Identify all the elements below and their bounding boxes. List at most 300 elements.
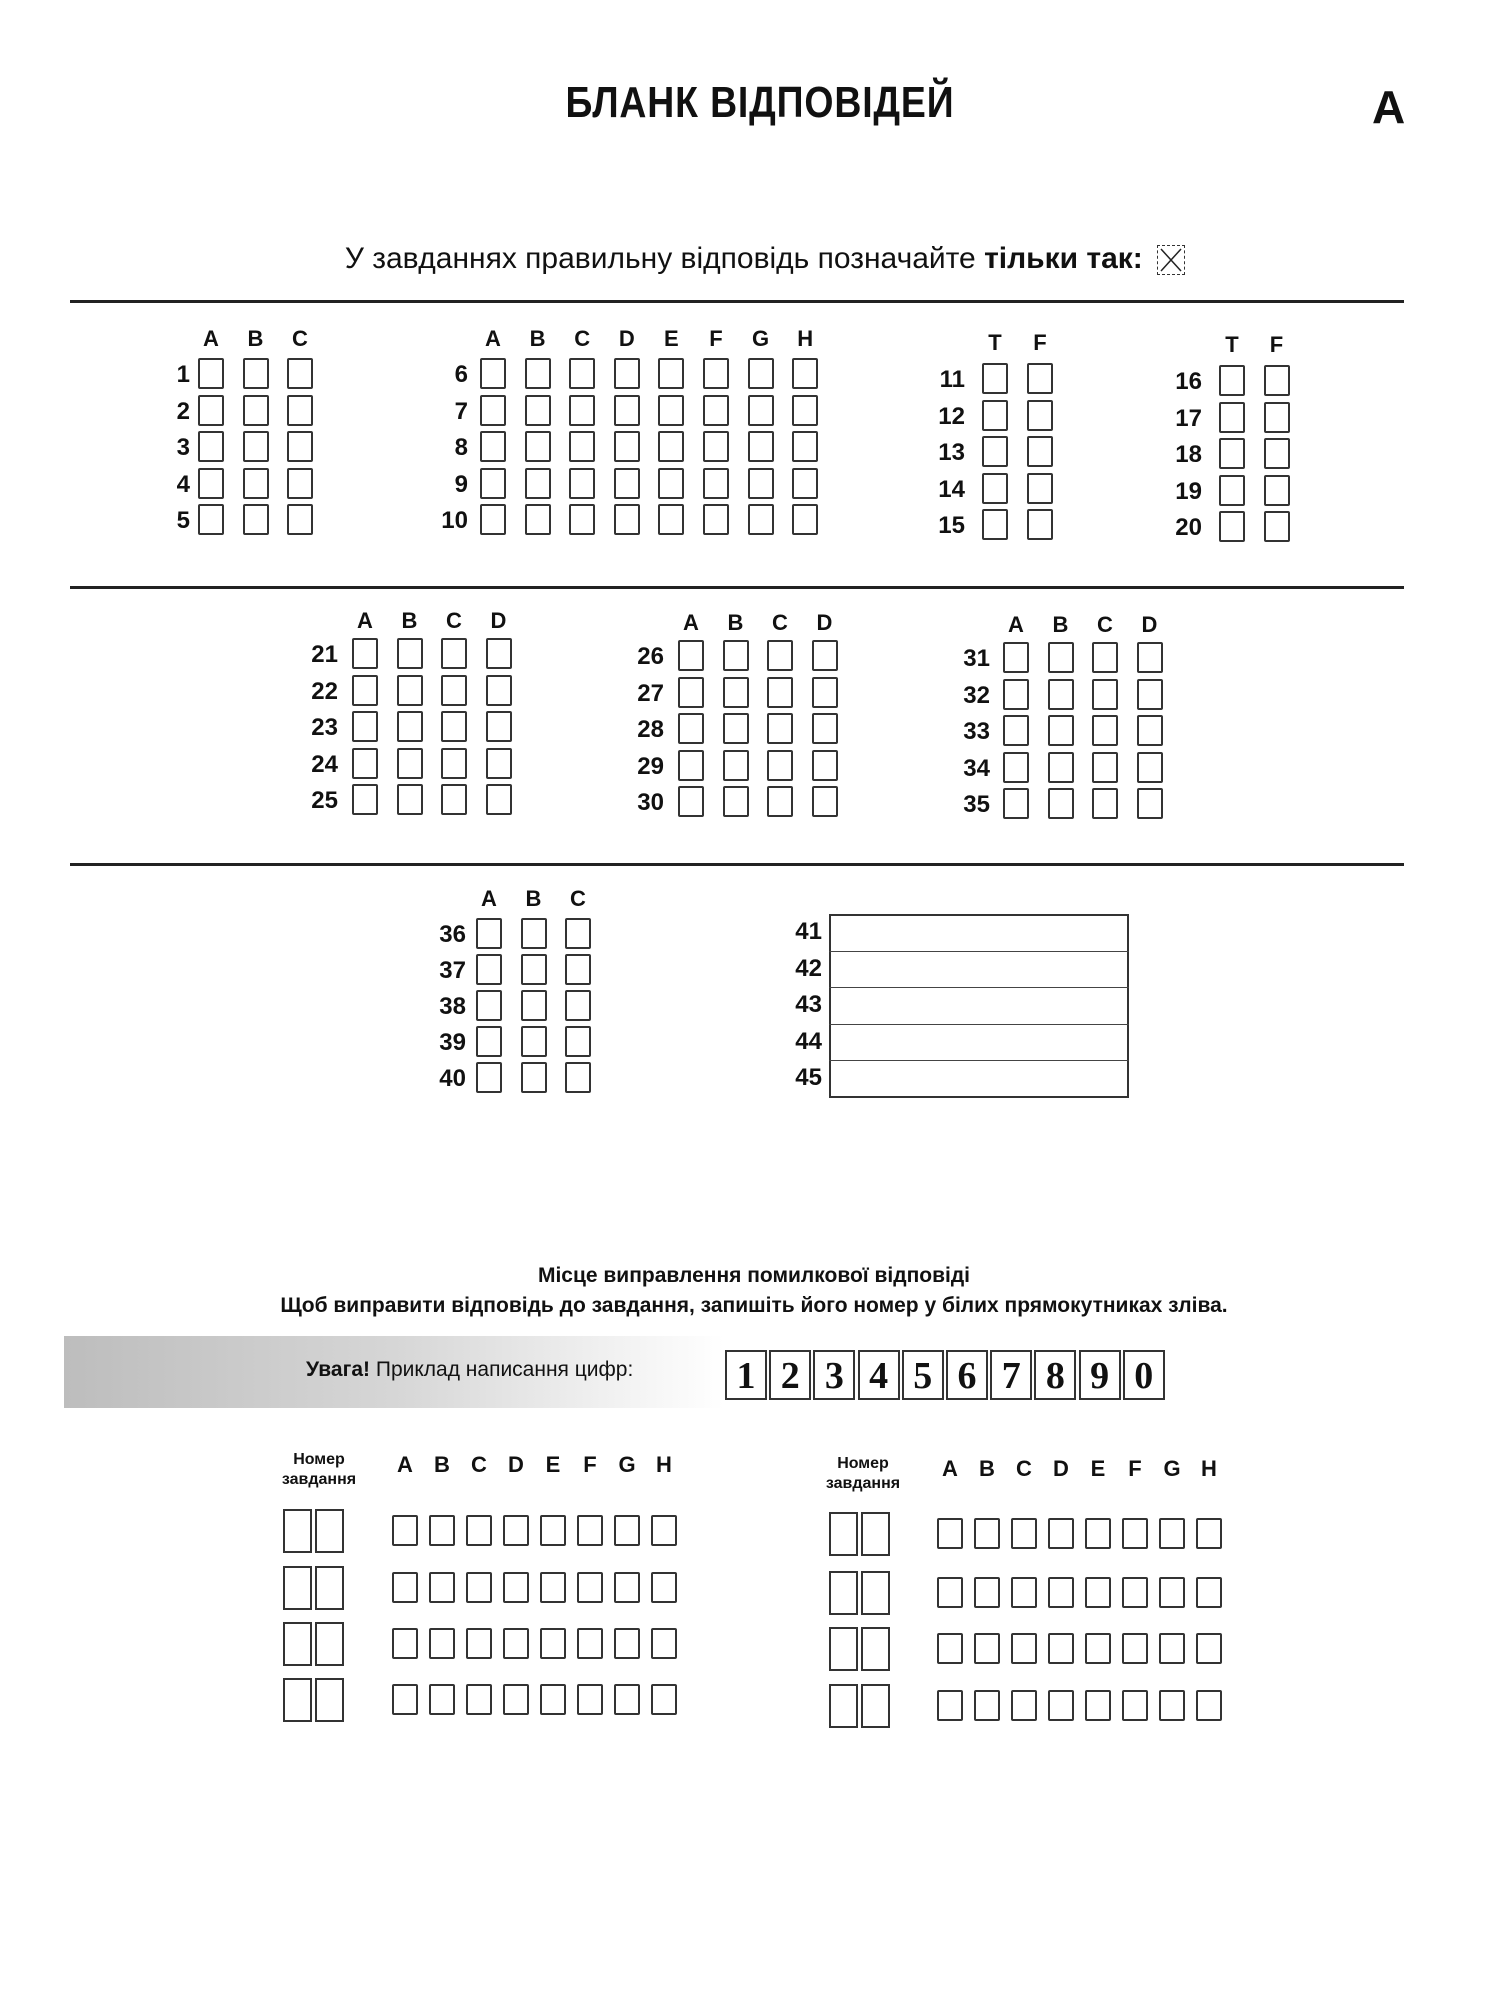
- question-number: 17: [1175, 404, 1202, 432]
- column-header: C: [570, 886, 586, 911]
- answer-checkbox[interactable]: [723, 750, 749, 781]
- question-number: 45: [795, 1064, 822, 1091]
- correction-checkbox[interactable]: [1122, 1633, 1148, 1664]
- correction-checkbox[interactable]: [466, 1515, 492, 1546]
- answer-checkbox[interactable]: [352, 711, 378, 742]
- answer-checkbox[interactable]: [441, 784, 467, 815]
- column-header: D: [1053, 1456, 1069, 1481]
- answer-checkbox[interactable]: [748, 358, 774, 389]
- correction-checkbox[interactable]: [1196, 1577, 1222, 1608]
- correction-checkbox[interactable]: [1196, 1633, 1222, 1664]
- answer-checkbox[interactable]: [748, 395, 774, 426]
- answer-checkbox[interactable]: [1048, 642, 1074, 673]
- answer-checkbox[interactable]: [397, 675, 423, 706]
- answer-checkbox[interactable]: [1264, 511, 1290, 542]
- answer-checkbox[interactable]: [243, 395, 269, 426]
- task-number-box[interactable]: [283, 1509, 312, 1553]
- answer-checkbox[interactable]: [678, 713, 704, 744]
- answer-checkbox[interactable]: [812, 713, 838, 744]
- correction-checkbox[interactable]: [1085, 1518, 1111, 1549]
- answer-checkbox[interactable]: [614, 468, 640, 499]
- question-number: 32: [963, 681, 990, 709]
- correction-checkbox[interactable]: [974, 1577, 1000, 1608]
- question-number: 12: [938, 402, 965, 430]
- answer-checkbox[interactable]: [525, 504, 551, 535]
- correction-checkbox[interactable]: [974, 1518, 1000, 1549]
- correction-checkbox[interactable]: [974, 1690, 1000, 1721]
- question-number: 33: [963, 718, 990, 745]
- answer-checkbox[interactable]: [1027, 436, 1053, 467]
- answer-checkbox[interactable]: [1003, 752, 1029, 783]
- task-number-box[interactable]: [283, 1622, 312, 1666]
- task-number-box[interactable]: [283, 1566, 312, 1610]
- warning: [306, 1358, 633, 1382]
- question-number: 1: [176, 361, 190, 388]
- correction-checkbox[interactable]: [503, 1515, 529, 1546]
- digit-sample: 7: [990, 1350, 1032, 1400]
- open-answer-field[interactable]: [831, 989, 1127, 1023]
- warning-text: Приклад написання цифр:: [375, 1358, 634, 1381]
- answer-checkbox[interactable]: [812, 786, 838, 817]
- answer-checkbox[interactable]: [703, 358, 729, 389]
- answer-checkbox[interactable]: [480, 504, 506, 535]
- answer-checkbox[interactable]: [1219, 475, 1245, 506]
- open-answer-field[interactable]: [831, 1026, 1127, 1060]
- question-number: 27: [637, 679, 664, 707]
- answer-checkbox[interactable]: [441, 638, 467, 669]
- answer-checkbox[interactable]: [480, 431, 506, 462]
- column-header: F: [583, 1452, 597, 1477]
- answer-checkbox[interactable]: [480, 395, 506, 426]
- answer-checkbox[interactable]: [287, 395, 313, 426]
- answer-checkbox[interactable]: [476, 1026, 502, 1057]
- correction-checkbox[interactable]: [503, 1684, 529, 1715]
- answer-checkbox[interactable]: [287, 431, 313, 462]
- question-number: 40: [439, 1065, 466, 1092]
- answer-checkbox[interactable]: [476, 954, 502, 985]
- question-number: 28: [637, 716, 664, 743]
- answer-checkbox[interactable]: [748, 431, 774, 462]
- question-number: 6: [454, 361, 468, 388]
- correction-checkbox[interactable]: [1048, 1690, 1074, 1721]
- answer-checkbox[interactable]: [521, 990, 547, 1021]
- answer-checkbox[interactable]: [658, 395, 684, 426]
- digit-sample: 9: [1079, 1350, 1121, 1400]
- answer-checkbox[interactable]: [982, 400, 1008, 431]
- answer-checkbox[interactable]: [767, 677, 793, 708]
- answer-checkbox[interactable]: [658, 504, 684, 535]
- answer-checkbox[interactable]: [1137, 715, 1163, 746]
- column-header: B: [727, 610, 744, 635]
- answer-checkbox[interactable]: [1137, 752, 1163, 783]
- answer-checkbox[interactable]: [287, 468, 313, 499]
- answer-checkbox[interactable]: [982, 363, 1008, 394]
- correction-checkbox[interactable]: [503, 1572, 529, 1603]
- answer-checkbox[interactable]: [352, 784, 378, 815]
- answer-checkbox[interactable]: [521, 1062, 547, 1093]
- answer-checkbox[interactable]: [525, 358, 551, 389]
- correction-checkbox[interactable]: [1122, 1518, 1148, 1549]
- question-number: 16: [1175, 368, 1202, 395]
- open-answer-field[interactable]: [831, 916, 1127, 950]
- correction-checkbox[interactable]: [392, 1515, 418, 1546]
- question-number: 30: [637, 789, 664, 816]
- correction-checkbox[interactable]: [937, 1577, 963, 1608]
- correction-subtitle: Щоб виправити відповідь до завдання, запишіть його номер у білих прямокутниках зліва.: [280, 1294, 1228, 1317]
- answer-checkbox[interactable]: [352, 748, 378, 779]
- task-number-box[interactable]: [829, 1684, 858, 1728]
- answer-checkbox[interactable]: [812, 750, 838, 781]
- answer-checkbox[interactable]: [569, 358, 595, 389]
- correction-checkbox[interactable]: [540, 1684, 566, 1715]
- answer-checkbox[interactable]: [1048, 715, 1074, 746]
- correction-checkbox[interactable]: [1011, 1518, 1037, 1549]
- correction-checkbox[interactable]: [651, 1684, 677, 1715]
- answer-checkbox[interactable]: [1027, 473, 1053, 504]
- answer-checkbox[interactable]: [723, 677, 749, 708]
- answer-checkbox[interactable]: [1003, 642, 1029, 673]
- correction-checkbox[interactable]: [392, 1572, 418, 1603]
- column-header: B: [525, 886, 542, 911]
- answer-checkbox[interactable]: [525, 395, 551, 426]
- answer-checkbox[interactable]: [198, 358, 224, 389]
- answer-checkbox[interactable]: [486, 711, 512, 742]
- correction-checkbox[interactable]: [392, 1684, 418, 1715]
- answer-checkbox[interactable]: [982, 436, 1008, 467]
- answer-checkbox[interactable]: [441, 711, 467, 742]
- column-header: A: [397, 1452, 413, 1477]
- answer-checkbox[interactable]: [703, 468, 729, 499]
- answer-checkbox[interactable]: [441, 748, 467, 779]
- correction-checkbox[interactable]: [1085, 1690, 1111, 1721]
- correction-checkbox[interactable]: [392, 1628, 418, 1659]
- answer-checkbox[interactable]: [1092, 788, 1118, 819]
- answer-checkbox[interactable]: [480, 358, 506, 389]
- answer-checkbox[interactable]: [243, 504, 269, 535]
- answer-checkbox[interactable]: [723, 713, 749, 744]
- correction-checkbox[interactable]: [1011, 1577, 1037, 1608]
- task-number-box[interactable]: [829, 1512, 858, 1556]
- answer-checkbox[interactable]: [198, 431, 224, 462]
- answer-checkbox[interactable]: [486, 748, 512, 779]
- task-number-box[interactable]: [829, 1571, 858, 1615]
- column-header: B: [434, 1452, 450, 1477]
- answer-checkbox[interactable]: [352, 675, 378, 706]
- column-header: E: [1090, 1456, 1106, 1481]
- correction-checkbox[interactable]: [1048, 1633, 1074, 1664]
- answer-checkbox[interactable]: [565, 990, 591, 1021]
- answer-checkbox[interactable]: [476, 990, 502, 1021]
- answer-checkbox[interactable]: [521, 954, 547, 985]
- answer-checkbox[interactable]: [1092, 679, 1118, 710]
- task-number-box[interactable]: [861, 1571, 890, 1615]
- digit-sample: 8: [1034, 1350, 1076, 1400]
- column-header: H: [797, 326, 814, 351]
- correction-checkbox[interactable]: [1011, 1633, 1037, 1664]
- answer-checkbox[interactable]: [243, 431, 269, 462]
- open-answer-field[interactable]: [831, 953, 1127, 987]
- answer-checkbox[interactable]: [792, 395, 818, 426]
- answer-checkbox[interactable]: [569, 468, 595, 499]
- answer-checkbox[interactable]: [198, 468, 224, 499]
- correction-checkbox[interactable]: [614, 1572, 640, 1603]
- answer-checkbox[interactable]: [441, 675, 467, 706]
- answer-checkbox[interactable]: [352, 638, 378, 669]
- answer-checkbox[interactable]: [614, 431, 640, 462]
- answer-checkbox[interactable]: [1027, 509, 1053, 540]
- answer-checkbox[interactable]: [565, 918, 591, 949]
- answer-row-divider: [829, 1060, 1129, 1061]
- answer-checkbox[interactable]: [565, 954, 591, 985]
- answer-checkbox[interactable]: [1092, 642, 1118, 673]
- answer-checkbox[interactable]: [397, 638, 423, 669]
- answer-checkbox[interactable]: [678, 786, 704, 817]
- answer-checkbox[interactable]: [792, 504, 818, 535]
- answer-checkbox[interactable]: [1264, 438, 1290, 469]
- correction-checkbox[interactable]: [429, 1515, 455, 1546]
- correction-checkbox[interactable]: [1085, 1577, 1111, 1608]
- correction-checkbox[interactable]: [540, 1572, 566, 1603]
- correction-checkbox[interactable]: [540, 1515, 566, 1546]
- answer-checkbox[interactable]: [678, 677, 704, 708]
- answer-checkbox[interactable]: [476, 918, 502, 949]
- answer-checkbox[interactable]: [1219, 402, 1245, 433]
- column-header: A: [1008, 612, 1024, 637]
- correction-checkbox[interactable]: [1159, 1633, 1185, 1664]
- correction-checkbox[interactable]: [466, 1628, 492, 1659]
- answer-checkbox[interactable]: [703, 395, 729, 426]
- divider: [70, 300, 1404, 303]
- answer-checkbox[interactable]: [1003, 788, 1029, 819]
- correction-checkbox[interactable]: [1159, 1577, 1185, 1608]
- task-number-box[interactable]: [861, 1512, 890, 1556]
- answer-checkbox[interactable]: [569, 395, 595, 426]
- question-number: 24: [311, 750, 338, 778]
- column-header: C: [1097, 612, 1113, 637]
- digit-sample: 0: [1123, 1350, 1165, 1400]
- column-header: C: [574, 326, 591, 351]
- column-header: E: [545, 1452, 561, 1477]
- open-answer-field[interactable]: [831, 1062, 1127, 1096]
- column-header: F: [1128, 1456, 1142, 1481]
- answer-checkbox[interactable]: [565, 1062, 591, 1093]
- question-number: 11: [939, 366, 965, 393]
- correction-checkbox[interactable]: [1048, 1577, 1074, 1608]
- task-number-box[interactable]: [315, 1622, 344, 1666]
- column-header: D: [508, 1452, 524, 1477]
- answer-checkbox[interactable]: [397, 784, 423, 815]
- answer-checkbox[interactable]: [658, 431, 684, 462]
- answer-checkbox[interactable]: [486, 638, 512, 669]
- answer-checkbox[interactable]: [243, 358, 269, 389]
- answer-checkbox[interactable]: [1137, 642, 1163, 673]
- answer-checkbox[interactable]: [198, 504, 224, 535]
- task-number-box[interactable]: [861, 1684, 890, 1728]
- answer-checkbox[interactable]: [521, 918, 547, 949]
- question-number: 43: [795, 991, 822, 1018]
- answer-checkbox[interactable]: [1137, 679, 1163, 710]
- correction-checkbox[interactable]: [540, 1628, 566, 1659]
- correction-checkbox[interactable]: [577, 1684, 603, 1715]
- task-number-box[interactable]: [861, 1627, 890, 1671]
- answer-checkbox[interactable]: [748, 504, 774, 535]
- answer-checkbox[interactable]: [1219, 511, 1245, 542]
- correction-checkbox[interactable]: [614, 1628, 640, 1659]
- correction-checkbox[interactable]: [577, 1572, 603, 1603]
- answer-checkbox[interactable]: [397, 711, 423, 742]
- answer-checkbox[interactable]: [1027, 400, 1053, 431]
- answer-checkbox[interactable]: [792, 468, 818, 499]
- correction-checkbox[interactable]: [1159, 1690, 1185, 1721]
- question-number: 13: [938, 439, 965, 466]
- answer-checkbox[interactable]: [767, 750, 793, 781]
- task-number-box[interactable]: [283, 1678, 312, 1722]
- question-number: 5: [176, 507, 190, 534]
- correction-checkbox[interactable]: [429, 1572, 455, 1603]
- correction-checkbox[interactable]: [466, 1572, 492, 1603]
- column-header: F: [1269, 332, 1284, 357]
- digit-sample: 3: [813, 1350, 855, 1400]
- answer-checkbox[interactable]: [1003, 679, 1029, 710]
- answer-checkbox[interactable]: [486, 675, 512, 706]
- question-number: 42: [795, 954, 822, 982]
- correction-checkbox[interactable]: [937, 1633, 963, 1664]
- question-number: 8: [454, 434, 468, 461]
- answer-checkbox[interactable]: [1048, 679, 1074, 710]
- column-header: A: [357, 608, 373, 633]
- answer-checkbox[interactable]: [767, 786, 793, 817]
- question-number: 22: [311, 677, 338, 705]
- answer-checkbox[interactable]: [1092, 715, 1118, 746]
- correction-checkbox[interactable]: [651, 1515, 677, 1546]
- answer-checkbox[interactable]: [723, 640, 749, 671]
- answer-checkbox[interactable]: [658, 468, 684, 499]
- answer-checkbox[interactable]: [767, 713, 793, 744]
- instruction-bold: тільки так:: [984, 242, 1143, 275]
- answer-checkbox[interactable]: [812, 640, 838, 671]
- answer-checkbox[interactable]: [678, 640, 704, 671]
- answer-checkbox[interactable]: [525, 431, 551, 462]
- correction-checkbox[interactable]: [1011, 1690, 1037, 1721]
- answer-checkbox[interactable]: [287, 358, 313, 389]
- answer-checkbox[interactable]: [723, 786, 749, 817]
- task-number-box[interactable]: [829, 1627, 858, 1671]
- column-header: T: [1225, 332, 1239, 357]
- answer-checkbox[interactable]: [614, 358, 640, 389]
- task-number-box[interactable]: [315, 1566, 344, 1610]
- answer-checkbox[interactable]: [525, 468, 551, 499]
- answer-checkbox[interactable]: [1219, 365, 1245, 396]
- correction-checkbox[interactable]: [1048, 1518, 1074, 1549]
- task-number-box[interactable]: [315, 1678, 344, 1722]
- answer-checkbox[interactable]: [287, 504, 313, 535]
- answer-checkbox[interactable]: [703, 431, 729, 462]
- correction-checkbox[interactable]: [614, 1515, 640, 1546]
- answer-checkbox[interactable]: [812, 677, 838, 708]
- question-number: 35: [963, 791, 990, 818]
- correction-checkbox[interactable]: [577, 1515, 603, 1546]
- answer-checkbox[interactable]: [792, 358, 818, 389]
- answer-checkbox[interactable]: [982, 473, 1008, 504]
- answer-checkbox[interactable]: [792, 431, 818, 462]
- answer-checkbox[interactable]: [198, 395, 224, 426]
- question-number: 34: [963, 754, 990, 782]
- answer-checkbox[interactable]: [486, 784, 512, 815]
- correction-checkbox[interactable]: [1122, 1577, 1148, 1608]
- answer-checkbox[interactable]: [1027, 363, 1053, 394]
- answer-checkbox[interactable]: [397, 748, 423, 779]
- answer-checkbox[interactable]: [1264, 402, 1290, 433]
- answer-checkbox[interactable]: [982, 509, 1008, 540]
- answer-checkbox[interactable]: [748, 468, 774, 499]
- correction-checkbox[interactable]: [429, 1684, 455, 1715]
- column-header: F: [709, 326, 723, 351]
- answer-checkbox[interactable]: [480, 468, 506, 499]
- question-number: 29: [637, 752, 664, 780]
- column-header: A: [485, 326, 501, 351]
- answer-checkbox[interactable]: [476, 1062, 502, 1093]
- question-number: 38: [439, 993, 466, 1020]
- correction-checkbox[interactable]: [1085, 1633, 1111, 1664]
- task-number-box[interactable]: [315, 1509, 344, 1553]
- warning-bold: Увага!: [306, 1358, 370, 1381]
- column-header: G: [1163, 1456, 1181, 1481]
- correction-checkbox[interactable]: [937, 1690, 963, 1721]
- answer-checkbox[interactable]: [1137, 788, 1163, 819]
- correction-checkbox[interactable]: [937, 1518, 963, 1549]
- correction-checkbox[interactable]: [614, 1684, 640, 1715]
- answer-checkbox[interactable]: [767, 640, 793, 671]
- correction-checkbox[interactable]: [974, 1633, 1000, 1664]
- answer-checkbox[interactable]: [569, 504, 595, 535]
- question-number: 3: [176, 434, 190, 461]
- answer-checkbox[interactable]: [1048, 752, 1074, 783]
- answer-checkbox[interactable]: [1264, 365, 1290, 396]
- question-number: 20: [1175, 514, 1202, 541]
- answer-checkbox[interactable]: [1264, 475, 1290, 506]
- answer-checkbox[interactable]: [678, 750, 704, 781]
- answer-checkbox[interactable]: [569, 431, 595, 462]
- answer-checkbox[interactable]: [614, 504, 640, 535]
- page-title: БЛАНК ВІДПОВІДЕЙ: [565, 78, 955, 127]
- correction-checkbox[interactable]: [1159, 1518, 1185, 1549]
- correction-checkbox[interactable]: [1122, 1690, 1148, 1721]
- correction-checkbox[interactable]: [429, 1628, 455, 1659]
- correction-checkbox[interactable]: [1196, 1518, 1222, 1549]
- question-number: 19: [1175, 477, 1202, 505]
- answer-checkbox[interactable]: [1219, 438, 1245, 469]
- correction-checkbox[interactable]: [466, 1684, 492, 1715]
- answer-checkbox[interactable]: [658, 358, 684, 389]
- cross-icon: [1158, 246, 1184, 274]
- column-header: T: [988, 330, 1002, 355]
- correction-checkbox[interactable]: [577, 1628, 603, 1659]
- correction-checkbox[interactable]: [651, 1628, 677, 1659]
- answer-checkbox[interactable]: [703, 504, 729, 535]
- answer-checkbox[interactable]: [1092, 752, 1118, 783]
- correction-checkbox[interactable]: [503, 1628, 529, 1659]
- correction-title: Місце виправлення помилкової відповіді: [537, 1264, 971, 1287]
- answer-checkbox[interactable]: [1048, 788, 1074, 819]
- answer-checkbox[interactable]: [243, 468, 269, 499]
- answer-checkbox[interactable]: [521, 1026, 547, 1057]
- answer-checkbox[interactable]: [614, 395, 640, 426]
- answer-checkbox[interactable]: [565, 1026, 591, 1057]
- correction-checkbox[interactable]: [1196, 1690, 1222, 1721]
- question-number: 23: [311, 714, 338, 741]
- correction-checkbox[interactable]: [651, 1572, 677, 1603]
- answer-checkbox[interactable]: [1003, 715, 1029, 746]
